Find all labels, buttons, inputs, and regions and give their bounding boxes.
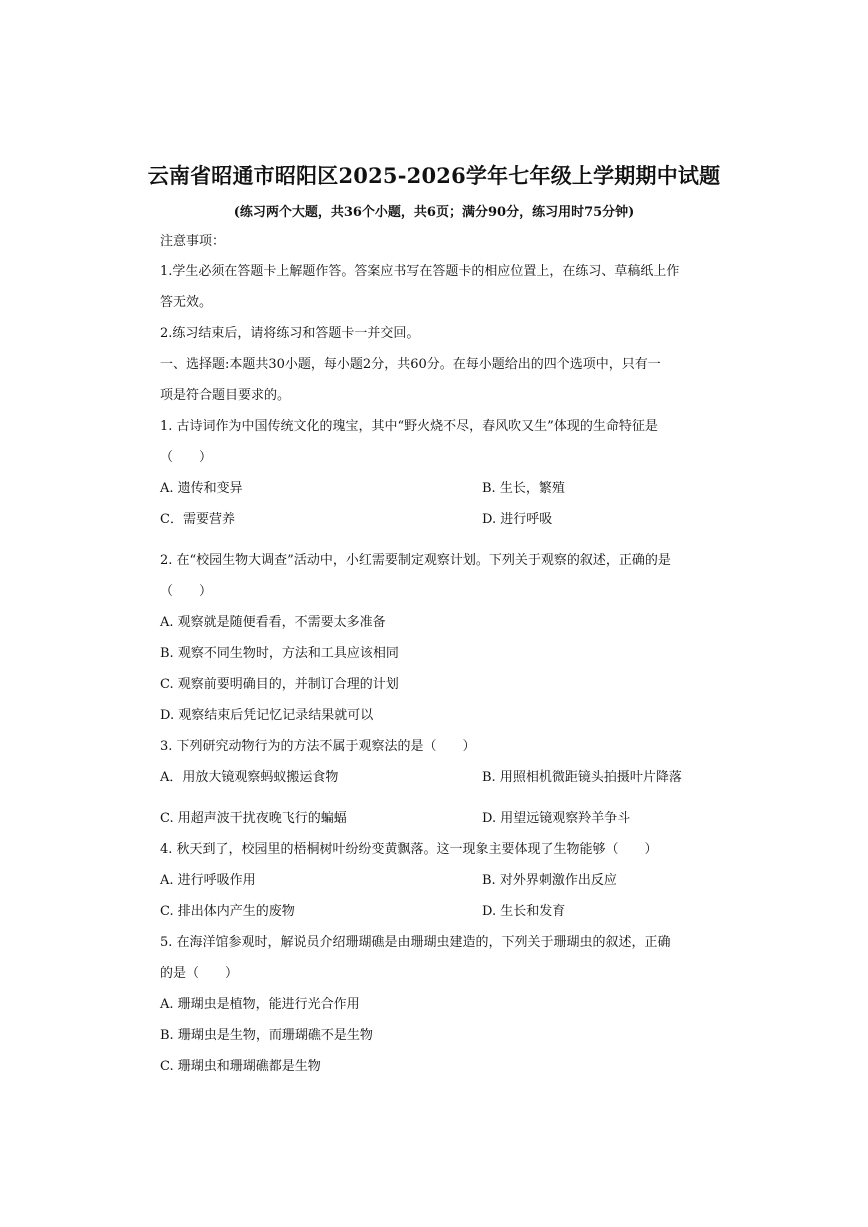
question-3-option-d: D. 用望远镜观察羚羊争斗 bbox=[482, 811, 631, 826]
question-3-option-a: A．用放大镜观察蚂蚁搬运食物 bbox=[160, 770, 339, 785]
section-1-instructions-line-1: 一、选择题:本题共30小题，每小题2分，共60分。在每小题给出的四个选项中，只有一 bbox=[160, 357, 661, 372]
question-3-option-c: C. 用超声波干扰夜晚飞行的蝙蝠 bbox=[160, 811, 347, 826]
question-2-option-c: C. 观察前要明确目的，并制订合理的计划 bbox=[160, 677, 399, 692]
question-2-blank: （ ） bbox=[160, 584, 213, 599]
question-1-option-b: B. 生长，繁殖 bbox=[482, 481, 565, 496]
question-1-option-c: C．需要营养 bbox=[160, 512, 235, 527]
notes-heading: 注意事项： bbox=[160, 234, 226, 249]
question-5-option-a: A. 珊瑚虫是植物，能进行光合作用 bbox=[160, 997, 360, 1012]
page-title: 云南省昭通市昭阳区2025-2026学年七年级上学期期中试题 bbox=[147, 163, 721, 188]
question-1-stem: 1. 古诗词作为中国传统文化的瑰宝，其中“野火烧不尽，春风吹又生”体现的生命特征是 bbox=[160, 419, 658, 434]
note-1-line-2: 答无效。 bbox=[160, 295, 213, 310]
question-4-option-d: D. 生长和发育 bbox=[482, 904, 566, 919]
question-4-stem: 4. 秋天到了，校园里的梧桐树叶纷纷变黄飘落。这一现象主要体现了生物能够（ ） bbox=[160, 842, 658, 857]
question-1-option-d: D. 进行呼吸 bbox=[482, 512, 553, 527]
question-3-stem: 3. 下列研究动物行为的方法不属于观察法的是（ ） bbox=[160, 739, 476, 754]
question-2-option-d: D. 观察结束后凭记忆记录结果就可以 bbox=[160, 708, 374, 723]
question-1-blank: （ ） bbox=[160, 450, 213, 465]
note-2: 2.练习结束后，请将练习和答题卡一并交回。 bbox=[160, 326, 420, 341]
question-4-option-c: C. 排出体内产生的废物 bbox=[160, 904, 295, 919]
section-1-instructions-line-2: 项是符合题目要求的。 bbox=[160, 388, 291, 403]
question-1-option-a: A. 遗传和变异 bbox=[160, 481, 243, 496]
question-5-stem-cont: 的是（ ） bbox=[160, 966, 239, 981]
question-5-option-c: C. 珊瑚虫和珊瑚礁都是生物 bbox=[160, 1059, 321, 1074]
question-4-option-b: B. 对外界刺激作出反应 bbox=[482, 873, 617, 888]
question-2-stem: 2. 在“校园生物大调查”活动中，小红需要制定观察计划。下列关于观察的叙述，正确的是 bbox=[160, 553, 671, 568]
question-5-option-b: B. 珊瑚虫是生物，而珊瑚礁不是生物 bbox=[160, 1028, 373, 1043]
question-2-option-b: B. 观察不同生物时，方法和工具应该相同 bbox=[160, 646, 399, 661]
question-2-option-a: A. 观察就是随便看看，不需要太多准备 bbox=[160, 615, 386, 630]
question-4-option-a: A. 进行呼吸作用 bbox=[160, 873, 256, 888]
exam-subtitle: (练习两个大题，共36个小题，共6页；满分90分，练习用时75分钟) bbox=[233, 205, 635, 220]
note-1-line-1: 1.学生必须在答题卡上解题作答。答案应书写在答题卡的相应位置上，在练习、草稿纸上作 bbox=[160, 264, 680, 279]
question-3-option-b: B. 用照相机微距镜头拍摄叶片降落 bbox=[482, 770, 682, 785]
question-5-stem: 5. 在海洋馆参观时，解说员介绍珊瑚礁是由珊瑚虫建造的，下列关于珊瑚虫的叙述，正确 bbox=[160, 935, 671, 950]
